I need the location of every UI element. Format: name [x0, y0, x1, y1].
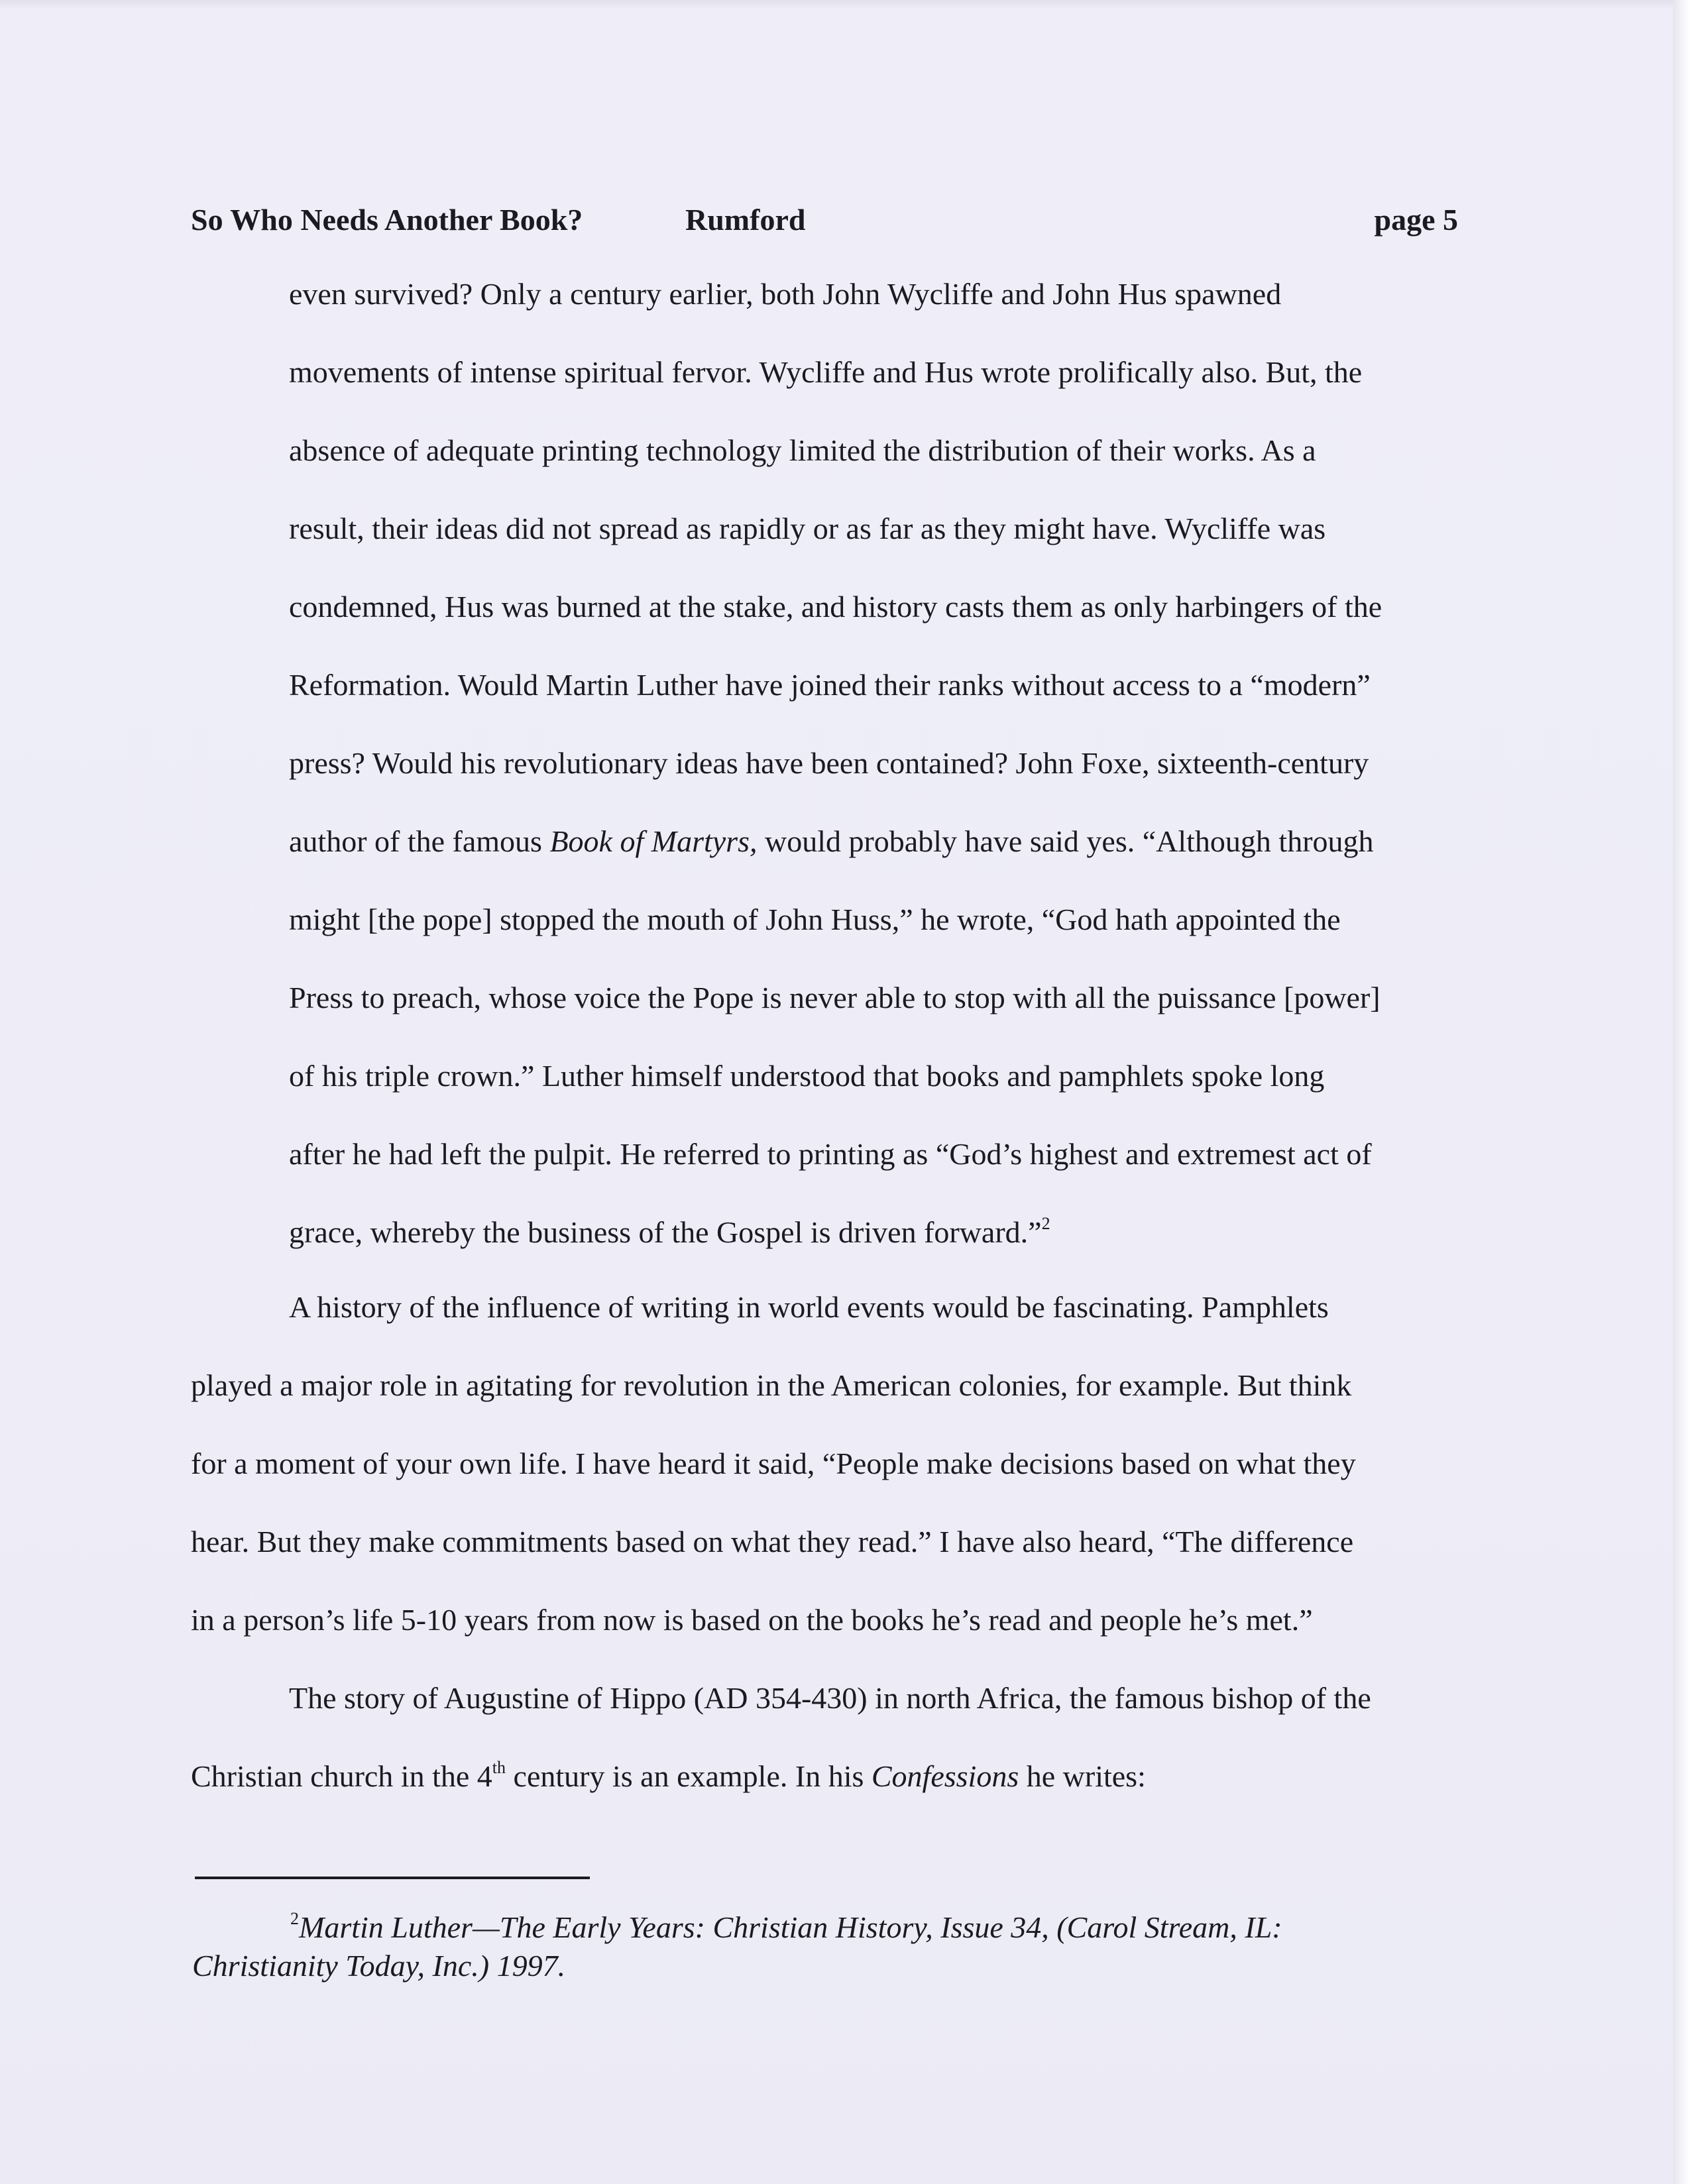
- text-line: played a major role in agitating for revolution in the American colonies, for example. But think: [191, 1368, 1352, 1402]
- text-line: of his triple crown.” Luther himself understood that books and pamphlets spoke long: [289, 1059, 1325, 1093]
- text-line: hear. But they make commitments based on what they read.” I have also heard, “The difference: [191, 1525, 1354, 1558]
- text-run: grace, whereby the business of the Gospel is driven forward.”: [289, 1215, 1042, 1249]
- header-book-title: So Who Needs Another Book?: [191, 203, 583, 237]
- text-line: [289, 802, 1465, 881]
- text-run: would probably have said yes. “Although through: [757, 824, 1374, 858]
- header-author: Rumford: [685, 203, 806, 237]
- paragraph-writing-influence: [191, 1268, 1465, 1659]
- text-line: result, their ideas did not spread as rapidly or as far as they might have. Wycliffe was: [289, 512, 1326, 545]
- footnote-text: Martin Luther—The Early Years: Christian History, Issue 34, (Carol Stream, IL:: [299, 1910, 1282, 1944]
- paragraph-augustine: [191, 1659, 1465, 1816]
- text-line: movements of intense spiritual fervor. Wycliffe and Hus wrote prolifically also. But, the: [289, 355, 1363, 389]
- text-run: Christian church in the 4: [191, 1759, 492, 1793]
- scan-top-edge: [0, 0, 1690, 9]
- text-line: after he had left the pulpit. He referred to printing as “God’s highest and extremest act of: [289, 1137, 1372, 1171]
- footnote-marker: 2: [290, 1908, 299, 1928]
- text-run: century is an example. In his: [506, 1759, 872, 1793]
- ordinal-suffix: th: [492, 1757, 506, 1777]
- text-line: The story of Augustine of Hippo (AD 354-430) in north Africa, the famous bishop of the: [289, 1681, 1371, 1715]
- text-line: even survived? Only a century earlier, both John Wycliffe and John Hus spawned: [289, 277, 1282, 311]
- header-page-number: page 5: [1374, 203, 1458, 237]
- text-line: in a person’s life 5-10 years from now is based on the books he’s read and people he’s met.”: [191, 1603, 1313, 1637]
- footnote-divider: [195, 1877, 590, 1879]
- text-line: for a moment of your own life. I have heard it said, “People make decisions based on what they: [191, 1447, 1356, 1480]
- text-line: Reformation. Would Martin Luther have joined their ranks without access to a “modern”: [289, 668, 1371, 702]
- book-title-italic: Confessions: [871, 1759, 1019, 1793]
- text-run: author of the famous: [289, 824, 550, 858]
- text-line: condemned, Hus was burned at the stake, and history casts them as only harbingers of the: [289, 590, 1382, 624]
- paragraph-continued: [289, 255, 1465, 1272]
- text-run: he writes:: [1019, 1759, 1146, 1793]
- text-line: A history of the influence of writing in world events would be fascinating. Pamphlets: [289, 1290, 1329, 1324]
- footnote-line: Christianity Today, Inc.) 1997.: [192, 1949, 566, 1983]
- scan-right-edge: [1673, 0, 1690, 2184]
- running-header: [191, 202, 1458, 242]
- footnote-line: [192, 1908, 1465, 1947]
- text-line: might [the pope] stopped the mouth of John Huss,” he wrote, “God hath appointed the: [289, 902, 1341, 936]
- text-line: press? Would his revolutionary ideas have been contained? John Foxe, sixteenth-century: [289, 746, 1369, 780]
- text-line: Press to preach, whose voice the Pope is never able to stop with all the puissance [power]: [289, 981, 1380, 1014]
- footnote: [192, 1908, 1465, 1985]
- text-line: [289, 1193, 1465, 1272]
- book-title-italic: Book of Martyrs,: [549, 824, 758, 858]
- text-line: absence of adequate printing technology limited the distribution of their works. As a: [289, 433, 1316, 467]
- footnote-reference: 2: [1041, 1213, 1050, 1233]
- text-line: [191, 1737, 1465, 1816]
